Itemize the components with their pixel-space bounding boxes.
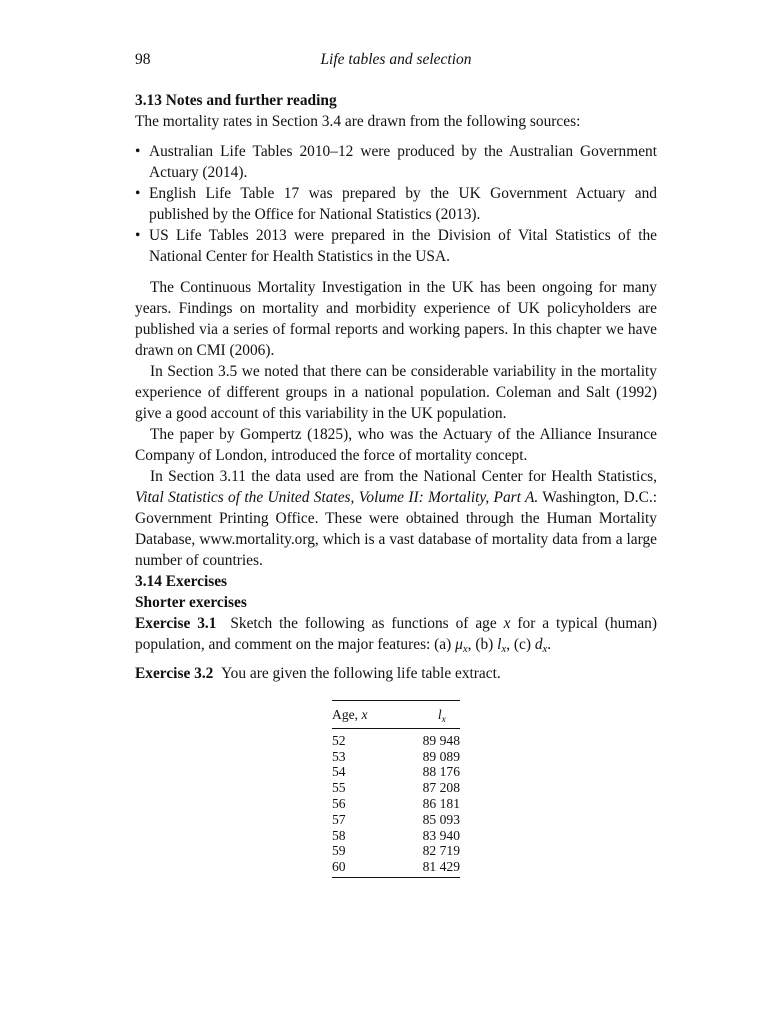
bullet-icon: • bbox=[135, 143, 141, 160]
exercise-label: Exercise 3.1 bbox=[135, 615, 217, 632]
cell-lx: 86 181 bbox=[422, 795, 460, 811]
section-heading-exercises: 3.14 Exercises bbox=[135, 573, 228, 590]
table-row bbox=[332, 764, 460, 780]
paragraph-gompertz: The paper by Gompertz (1825), who was the Actuary of the Alliance Insurance Company of London, introduced the force of mortality concept. bbox=[135, 426, 657, 464]
life-table bbox=[332, 700, 460, 878]
cell-lx: 88 176 bbox=[422, 764, 460, 780]
section-heading-notes: 3.13 Notes and further reading bbox=[135, 92, 337, 109]
cell-lx: 89 089 bbox=[422, 748, 460, 764]
table-row bbox=[332, 828, 460, 844]
table-row bbox=[332, 749, 460, 765]
cell-lx: 89 948 bbox=[422, 732, 460, 748]
running-header bbox=[135, 50, 657, 70]
bullet-icon: • bbox=[135, 185, 141, 202]
cell-age: 52 bbox=[332, 732, 346, 748]
page-body bbox=[135, 90, 657, 878]
list-item: • English Life Table 17 was prepared by the UK Government Actuary and published by the Office for National Statistics (2013). bbox=[135, 185, 657, 223]
exercise-3-1: Exercise 3.1 Sketch the following as functions of age x for a typical (human) population, and comment on the major features: (a) $\mu_x$, (b) $l_x$, (c) $d_x$. bbox=[135, 615, 657, 655]
cell-age: 55 bbox=[332, 780, 346, 796]
page-number: 98 bbox=[135, 51, 151, 68]
paragraph-data-source: In Section 3.11 the data used are from the National Center for Health Statistics, Vital Statistics of the United States, Volume II: Mortality, Part A. Washington, D.C.: Government Printing Office. These were obtained through the Human Mortality Database, www.mortality.org, which is a vast database of mortality data from a large number of countries. bbox=[135, 468, 657, 569]
bullet-icon: • bbox=[135, 227, 141, 244]
cell-age: 56 bbox=[332, 795, 346, 811]
table-row bbox=[332, 812, 460, 828]
cell-age: 59 bbox=[332, 843, 346, 859]
publication-title: Vital Statistics of the United States, Volume II: Mortality, Part A. bbox=[135, 489, 539, 506]
cell-age: 57 bbox=[332, 811, 346, 827]
notes-intro: The mortality rates in Section 3.4 are drawn from the following sources: bbox=[135, 113, 581, 130]
sources-list bbox=[135, 141, 657, 267]
table-header-row bbox=[332, 701, 460, 729]
cell-lx: 87 208 bbox=[422, 780, 460, 796]
cell-lx: 82 719 bbox=[422, 843, 460, 859]
table-row bbox=[332, 843, 460, 859]
mu-symbol: μ bbox=[455, 636, 463, 653]
paragraph-cmi: The Continuous Mortality Investigation in the UK has been ongoing for many years. Findings on mortality and morbidity experience of UK policyholders are published via a series of formal reports and working papers. In this chapter we have drawn on CMI (2006). bbox=[135, 279, 657, 359]
subheading-shorter-exercises: Shorter exercises bbox=[135, 594, 247, 611]
paragraph-variability: In Section 3.5 we noted that there can be considerable variability in the mortality experience of different groups in a national population. Coleman and Salt (1992) give a good account of this variability in the UK population. bbox=[135, 363, 657, 422]
list-item: • US Life Tables 2013 were prepared in the Division of Vital Statistics of the National Center for Health Statistics in the USA. bbox=[135, 227, 657, 265]
table-row bbox=[332, 780, 460, 796]
running-title: Life tables and selection bbox=[320, 51, 472, 68]
cell-age: 60 bbox=[332, 859, 346, 875]
cell-lx: 83 940 bbox=[422, 827, 460, 843]
column-header-age: Age, x bbox=[332, 701, 394, 729]
exercise-label: Exercise 3.2 bbox=[135, 665, 214, 682]
table-row bbox=[332, 796, 460, 812]
cell-age: 54 bbox=[332, 764, 346, 780]
table-row bbox=[332, 859, 460, 877]
cell-age: 58 bbox=[332, 827, 346, 843]
list-item: • Australian Life Tables 2010–12 were produced by the Australian Government Actuary (2014). bbox=[135, 143, 657, 181]
table-row bbox=[332, 728, 460, 748]
column-header-lx: $l_x$ bbox=[394, 701, 460, 729]
cell-lx: 81 429 bbox=[422, 859, 460, 875]
exercise-3-2: Exercise 3.2 You are given the following life table extract. bbox=[135, 665, 501, 682]
life-table-container bbox=[135, 700, 657, 878]
cell-age: 53 bbox=[332, 748, 346, 764]
cell-lx: 85 093 bbox=[422, 811, 460, 827]
table-body bbox=[332, 728, 460, 877]
